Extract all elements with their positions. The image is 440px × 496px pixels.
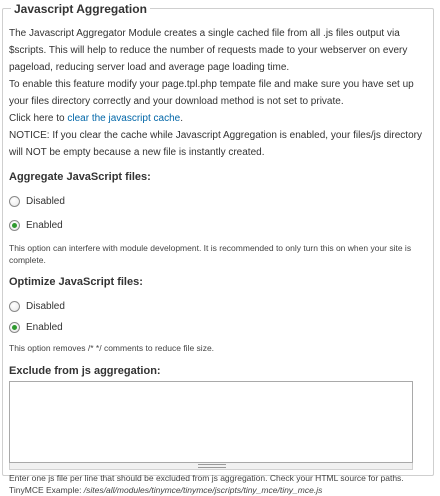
exclude-example-path: /sites/all/modules/tinymce/tinymce/jscripts/tiny_mce/tiny_mce.js bbox=[83, 485, 323, 495]
fieldset-legend: Javascript Aggregation bbox=[11, 1, 150, 17]
exclude-textarea[interactable] bbox=[9, 381, 413, 463]
aggregate-option-disabled[interactable] bbox=[9, 192, 429, 210]
textarea-resize-grip[interactable] bbox=[9, 463, 413, 470]
optimize-description: This option removes /* */ comments to reduce file size. bbox=[9, 343, 215, 353]
aggregate-description: This option can interfere with module development. It is recommended to only turn this on when your site is complete. bbox=[9, 243, 412, 265]
notice-text: NOTICE: If you clear the cache while Javascript Aggregation is enabled, your files/js directory will NOT be empty because a new file is instantly created. bbox=[9, 130, 422, 158]
optimize-enabled-radio[interactable] bbox=[9, 322, 20, 333]
exclude-title: Exclude from js aggregation: bbox=[9, 365, 161, 377]
js-aggregation-fieldset bbox=[2, 2, 434, 495]
clear-cache-link[interactable]: clear the javascript cache bbox=[67, 113, 181, 124]
optimize-disabled-radio[interactable] bbox=[9, 301, 20, 312]
intro-paragraph: The Javascript Aggregator Module creates a single cached file from all .js files output via $scripts. This will help to reduce the number of requests made to your webserver on every pageload, reducing server load and average page loading time. bbox=[9, 28, 408, 73]
aggregate-enabled-label: Enabled bbox=[26, 219, 63, 231]
optimize-disabled-label: Disabled bbox=[26, 300, 65, 312]
aggregate-disabled-label: Disabled bbox=[26, 195, 65, 207]
optimize-title: Optimize JavaScript files: bbox=[9, 276, 143, 288]
aggregate-disabled-radio[interactable] bbox=[9, 196, 20, 207]
aggregate-option-enabled[interactable] bbox=[9, 216, 429, 234]
optimize-enabled-label: Enabled bbox=[26, 321, 63, 333]
clear-cache-prefix: Click here to bbox=[9, 113, 68, 124]
optimize-option-disabled[interactable] bbox=[9, 297, 429, 315]
aggregate-title: Aggregate JavaScript files: bbox=[9, 171, 151, 183]
enable-instructions: To enable this feature modify your page.tpl.php tempate file and make sure you have set up your files directory correctly and your download method is not set to private. bbox=[9, 79, 414, 107]
clear-cache-suffix: . bbox=[180, 113, 183, 124]
optimize-option-enabled[interactable] bbox=[9, 318, 429, 336]
exclude-description bbox=[9, 472, 429, 496]
exclude-description-text: Enter one js file per line that should be excluded from js aggregation. Check your HTML source for paths. TinyMCE Example: bbox=[9, 473, 404, 495]
fieldset-content bbox=[9, 25, 429, 496]
aggregate-enabled-radio[interactable] bbox=[9, 220, 20, 231]
clear-cache-line bbox=[9, 110, 429, 127]
